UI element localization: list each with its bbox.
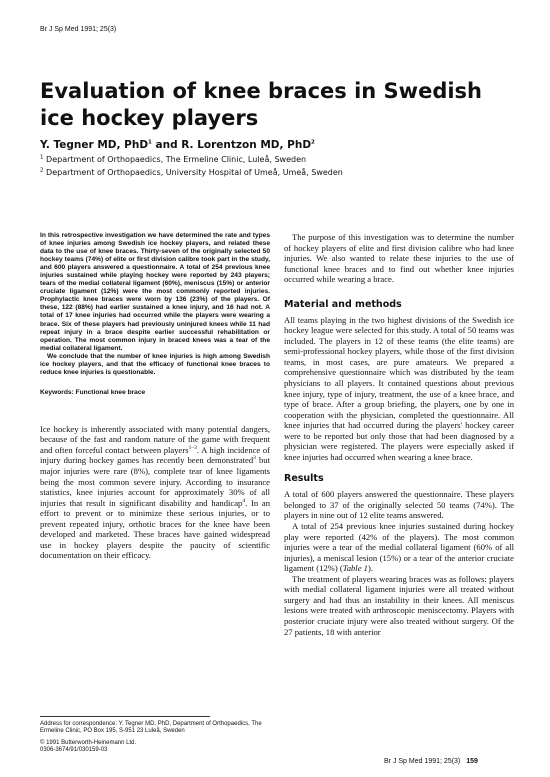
author-line (40, 139, 315, 151)
results-paragraph-1: A total of 600 players answered the questionnaire. These players belonged to 37 of the originally selected 50 teams (74%). The players in nine out of 12 elite teams answered. (284, 489, 514, 521)
introduction-paragraph (40, 424, 270, 561)
author-2-affiliation-mark: 2 (311, 139, 315, 146)
results-heading: Results (284, 473, 324, 485)
results-paragraph-3: The treatment of players wearing braces was as follows: players with medial collateral ligament injuries were all treated without surgery and had thus an instability in their knees. All meniscus lesions were treated with arthroscopic meniscectomy. Players with posterior cruciate injury were also treated without surgery. Of the 27 patients, 18 with anterior (284, 573, 514, 637)
abstract-paragraph-2: We conclude that the number of knee injuries is high among Swedish ice hockey players, and that the efficacy of functional knee braces to reduce knee injuries is questionable. (40, 352, 270, 376)
intro-text-c: but major injuries were rare (8%), complete tear of knee ligaments being the most common severe injury. According to insurance statistics, knee injuries account for approximately 30% of all injuries that result in significant disability and handicap (40, 455, 270, 508)
correspondence-address: Address for correspondence: Y. Tegner MD, PhD, Department of Orthopaedics, The Ermeline Clinic, PO Box 195, S-951 23 Luleå, Sweden (40, 721, 262, 735)
citation-mark: 3 (253, 455, 256, 462)
results-paragraph-2 (284, 521, 514, 574)
methods-paragraph: All teams playing in the two highest divisions of the Swedish ice hockey league were selected for this study. A total of 50 teams was included. The players in 12 of these teams (the elite teams) are semi-professional hockey players, while those of the first division teams, in most cases, are pure amateurs. We prepared a comprehensive questionnaire which was distributed by the team physicians to all players. It contained questions about previous knee injury, type of injury, treatment, the use of a knee brace, and type of brace. After a group briefing, the players, one by one in cooperation with the physician, completed the questionnaire. All knee injuries that had occurred during the players' hockey career were to be reported but only those that had been diagnosed by a physician were registered. The players were especially asked if knee injuries had occurred when wearing a knee brace. (284, 314, 514, 462)
affiliation-2-number: 2 (40, 167, 44, 174)
author-1-affiliation-mark: 1 (148, 139, 152, 146)
methods-heading: Material and methods (284, 298, 402, 310)
results-text-a: A total of 254 previous knee injuries sustained during hockey play were reported (42% of the players). The most common injuries were a tear of the medial collateral ligament (60% of all injuries), a meniscal lesion (15%) or a tear of the anterior cruciate ligament (12%) ( (284, 521, 514, 574)
affiliation-1-number: 1 (40, 154, 44, 161)
right-column (284, 232, 514, 637)
citation-mark: 4 (242, 497, 246, 504)
intro-text-b: . A high incidence of injury during hockey games has recently been demonstrated (40, 444, 271, 466)
page-footer (384, 758, 478, 765)
footer-journal: Br J Sp Med 1991; 25(3) (384, 758, 461, 765)
intro-text-d: . In an effort to prevent or to minimize these serious injuries, or to prevent repeated injury, orthotic braces for the knee have been developed and marketed. These braces have gained widespread use in hockey players despite the paucity of scientific documentation on their efficacy. (40, 497, 270, 561)
article-code: 0306-3674/91/030159-03 (40, 747, 108, 754)
affiliation-2 (40, 168, 343, 177)
affiliation-1-text: Department of Orthopaedics, The Ermeline Clinic, Luleå, Sweden (46, 155, 307, 164)
affiliation-1 (40, 155, 306, 164)
affiliation-2-text: Department of Orthopaedics, University Hospital of Umeå, Umeå, Sweden (46, 168, 343, 177)
results-text-b: ). (367, 563, 373, 574)
abstract-paragraph-1: In this retrospective investigation we have determined the rate and types of knee injuries among Swedish ice hockey players, and related these data to the use of knee braces. Thirty-seven of the originally selected 50 hockey teams (74%) of elite or first division calibre took part in the study, and 600 players answered a questionnaire. A total of 254 previous knee injuries sustained while playing hockey were reported by 243 players; tears of the medial collateral ligament (60%), meniscus (15%) or anterior cruciate ligament (12%) were the most commonly reported injuries. Prophylactic knee braces were worn by 136 (23%) of the players. Of these, 122 (88%) had earlier sustained a knee injury, and 16 had not. A total of 17 knee injuries had occurred while the players were wearing a brace. Six of these players had previously uninjured knees while 11 had repeat injury in a brace despite earlier successful rehabilitation or operation. The most common injury in braced knees was a tear of the medial collateral ligament. (40, 232, 270, 352)
article-title: Evaluation of knee braces in Swedish ice hockey players (40, 79, 483, 130)
author-2: R. Lorentzon MD, PhD (181, 139, 312, 151)
purpose-paragraph: The purpose of this investigation was to determine the number of hockey players of elite and first division calibre who had knee injuries. We also wanted to relate these injuries to the use of functional knee braces and to find out whether knee injuries occurred while wearing a brace. (284, 232, 514, 285)
correspondence-note (40, 721, 270, 755)
page-number: 159 (466, 758, 478, 765)
author-1: Y. Tegner MD, PhD (40, 139, 149, 151)
journal-header: Br J Sp Med 1991; 25(3) (40, 26, 117, 33)
citation-mark: 1–3 (188, 445, 197, 452)
footnote-divider (40, 716, 210, 717)
keywords: Keywords: Functional knee brace (40, 388, 146, 396)
left-column (40, 232, 270, 561)
intro-text-a: Ice hockey is inherently associated with many potential dangers, because of the fast and random nature of the game with frequent and often forceful contact between players (40, 423, 270, 455)
copyright-line: © 1991 Butterworth-Heinemann Ltd. (40, 739, 137, 746)
author-conjunction: and (151, 139, 182, 151)
table-reference-link[interactable]: Table 1 (342, 563, 368, 574)
